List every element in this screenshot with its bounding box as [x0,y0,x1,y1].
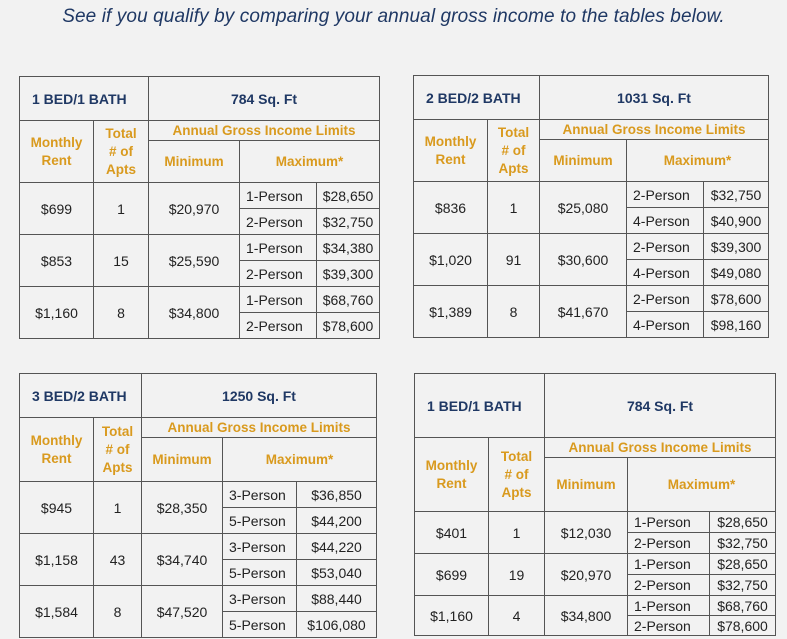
household-size: 1-Person [240,235,317,261]
total-apts-header: Total # of Apts [488,120,540,182]
maximum-value: $78,600 [317,313,380,339]
monthly-rent-header: Monthly Rent [414,120,488,182]
apts-value: 1 [488,182,540,234]
maximum-value: $28,650 [317,183,380,209]
unit-size: 784 Sq. Ft [545,374,776,438]
household-size: 4-Person [627,312,704,338]
income-limits-header: Annual Gross Income Limits [540,120,769,140]
maximum-value: $106,080 [297,612,377,638]
household-size: 1-Person [240,183,317,209]
table-row [415,512,776,533]
unit-size: 784 Sq. Ft [149,77,380,121]
headline: See if you qualify by comparing your annual gross income to the tables below. [62,6,725,27]
minimum-header: Minimum [545,458,628,512]
minimum-value: $34,800 [149,287,240,339]
household-size: 2-Person [240,313,317,339]
monthly-rent-header: Monthly Rent [20,121,94,183]
maximum-value: $40,900 [704,208,769,234]
household-size: 2-Person [628,575,710,596]
unit-table-3bed [19,373,377,638]
minimum-header: Minimum [149,141,240,183]
minimum-value: $20,970 [149,183,240,235]
unit-name: 1 BED/1 BATH [20,77,149,121]
apts-value: 1 [94,482,142,534]
maximum-value: $98,160 [704,312,769,338]
unit-table-1bed [19,76,380,339]
maximum-value: $78,600 [704,286,769,312]
maximum-value: $39,300 [704,234,769,260]
household-size: 2-Person [240,209,317,235]
apts-value: 19 [489,554,545,596]
maximum-value: $32,750 [710,575,776,596]
rent-value: $1,158 [20,534,94,586]
apts-value: 4 [489,596,545,636]
minimum-header: Minimum [540,140,627,182]
table-row [415,596,776,616]
table-row [415,554,776,575]
rent-value: $836 [414,182,488,234]
rent-value: $1,160 [415,596,489,636]
maximum-value: $44,200 [297,508,377,534]
household-size: 2-Person [628,616,710,636]
apts-value: 91 [488,234,540,286]
household-size: 1-Person [628,512,710,533]
maximum-value: $68,760 [710,596,776,616]
table-row [20,287,380,313]
table-row [414,182,769,208]
household-size: 2-Person [628,533,710,554]
maximum-value: $53,040 [297,560,377,586]
household-size: 4-Person [627,260,704,286]
rent-value: $1,389 [414,286,488,338]
household-size: 3-Person [223,586,297,612]
maximum-value: $68,760 [317,287,380,313]
rent-value: $853 [20,235,94,287]
household-size: 2-Person [627,182,704,208]
household-size: 4-Person [627,208,704,234]
household-size: 1-Person [628,554,710,575]
unit-name: 3 BED/2 BATH [20,374,142,418]
maximum-header: Maximum* [240,141,380,183]
minimum-value: $25,590 [149,235,240,287]
unit-size: 1031 Sq. Ft [540,76,769,120]
maximum-value: $28,650 [710,554,776,575]
maximum-value: $39,300 [317,261,380,287]
total-apts-header: Total # of Apts [94,418,142,482]
minimum-header: Minimum [142,438,223,482]
minimum-value: $34,800 [545,596,628,636]
household-size: 2-Person [240,261,317,287]
household-size: 5-Person [223,612,297,638]
table-row [20,235,380,261]
maximum-value: $49,080 [704,260,769,286]
table-row [20,183,380,209]
maximum-value: $32,750 [704,182,769,208]
minimum-value: $47,520 [142,586,223,638]
rent-value: $945 [20,482,94,534]
maximum-value: $78,600 [710,616,776,636]
monthly-rent-header: Monthly Rent [20,418,94,482]
monthly-rent-header: Monthly Rent [415,438,489,512]
maximum-value: $44,220 [297,534,377,560]
unit-name: 1 BED/1 BATH [415,374,545,438]
rent-value: $401 [415,512,489,554]
maximum-header: Maximum* [223,438,377,482]
minimum-value: $20,970 [545,554,628,596]
minimum-value: $30,600 [540,234,627,286]
household-size: 1-Person [628,596,710,616]
maximum-value: $28,650 [710,512,776,533]
income-limits-header: Annual Gross Income Limits [545,438,776,458]
household-size: 1-Person [240,287,317,313]
table-row [414,234,769,260]
income-limits-header: Annual Gross Income Limits [142,418,377,438]
maximum-value: $88,440 [297,586,377,612]
apts-value: 8 [94,586,142,638]
apts-value: 15 [94,235,149,287]
unit-table-1bed-b [414,373,776,636]
rent-value: $1,160 [20,287,94,339]
rent-value: $699 [20,183,94,235]
unit-table-2bed [413,75,769,338]
household-size: 2-Person [627,286,704,312]
maximum-value: $32,750 [317,209,380,235]
minimum-value: $41,670 [540,286,627,338]
maximum-header: Maximum* [628,458,776,512]
minimum-value: $28,350 [142,482,223,534]
total-apts-header: Total # of Apts [489,438,545,512]
rent-value: $1,584 [20,586,94,638]
apts-value: 8 [94,287,149,339]
apts-value: 8 [488,286,540,338]
income-limits-header: Annual Gross Income Limits [149,121,380,141]
unit-name: 2 BED/2 BATH [414,76,540,120]
rent-value: $1,020 [414,234,488,286]
maximum-value: $32,750 [710,533,776,554]
household-size: 3-Person [223,482,297,508]
table-row [20,534,377,560]
household-size: 2-Person [627,234,704,260]
apts-value: 43 [94,534,142,586]
unit-size: 1250 Sq. Ft [142,374,377,418]
table-row [20,586,377,612]
rent-value: $699 [415,554,489,596]
household-size: 3-Person [223,534,297,560]
maximum-value: $34,380 [317,235,380,261]
household-size: 5-Person [223,508,297,534]
apts-value: 1 [94,183,149,235]
maximum-header: Maximum* [627,140,769,182]
table-row [414,286,769,312]
minimum-value: $25,080 [540,182,627,234]
household-size: 5-Person [223,560,297,586]
total-apts-header: Total # of Apts [94,121,149,183]
apts-value: 1 [489,512,545,554]
minimum-value: $12,030 [545,512,628,554]
maximum-value: $36,850 [297,482,377,508]
table-row [20,482,377,508]
minimum-value: $34,740 [142,534,223,586]
